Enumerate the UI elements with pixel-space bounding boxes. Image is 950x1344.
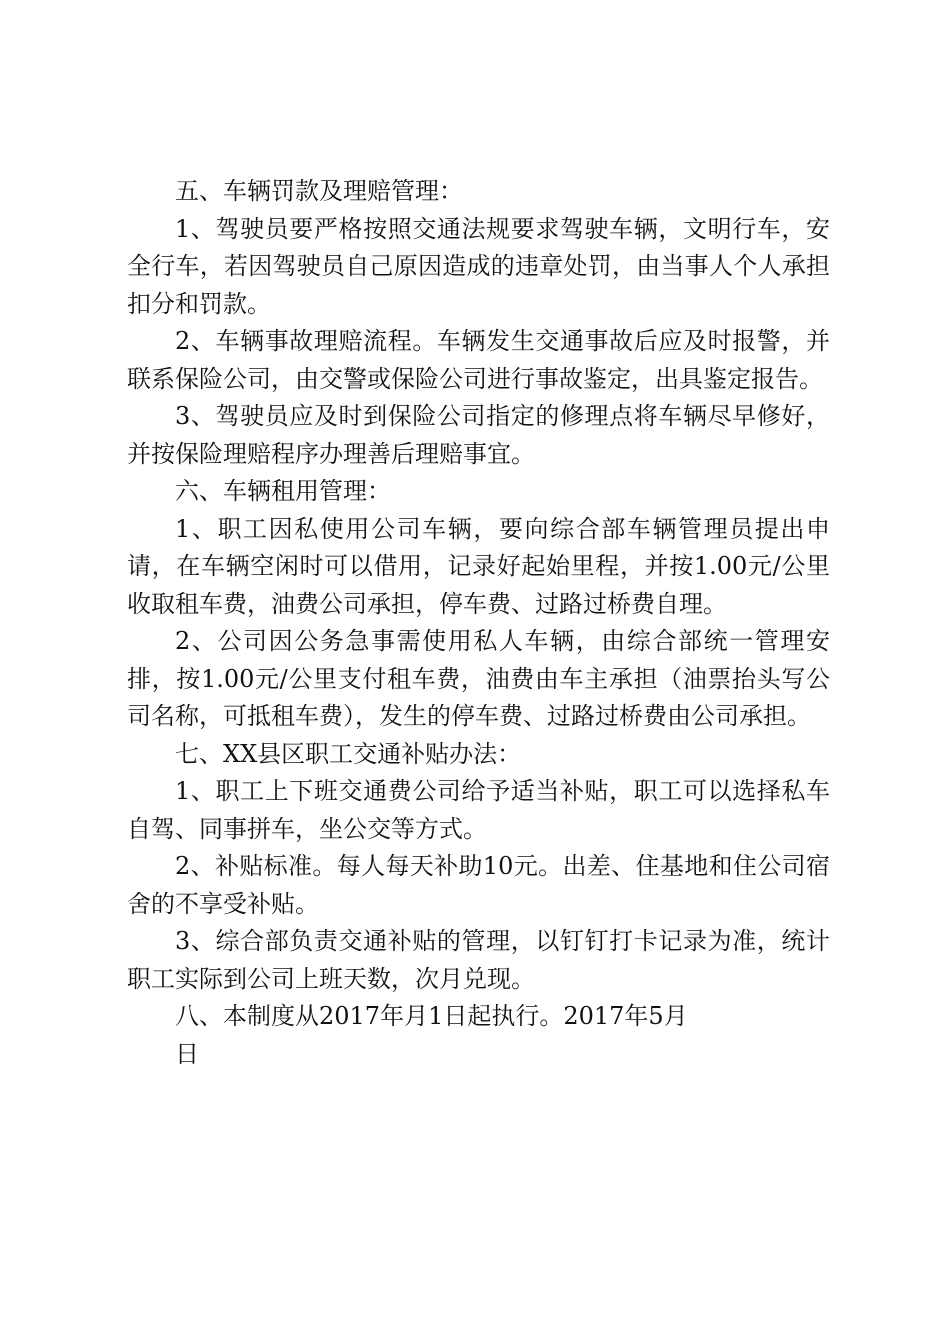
paragraph-7-2: 2、补贴标准。每人每天补助10元。出差、住基地和住公司宿舍的不享受补贴。	[127, 852, 830, 918]
section-heading-6: 六、车辆租用管理：	[175, 477, 391, 505]
document-body	[127, 173, 830, 1073]
date-line-day: 日	[175, 1039, 199, 1068]
paragraph-6-2: 2、公司因公务急事需使用私人车辆，由综合部统一管理安排，按1.00元/公里支付租车费，油费由车主承担（油票抬头写公司名称，可抵租车费），发生的停车费、过路过桥费由公司承担。	[127, 627, 830, 730]
paragraph-5-3: 3、驾驶员应及时到保险公司指定的修理点将车辆尽早修好，并按保险理赔程序办理善后理赔事宜。	[127, 402, 830, 468]
paragraph-7-1: 1、职工上下班交通费公司给予适当补贴，职工可以选择私车自驾、同事拼车，坐公交等方式。	[127, 777, 830, 843]
section-heading-8: 八、本制度从2017年月1日起执行。2017年5月	[175, 1002, 688, 1030]
section-heading-5: 五、车辆罚款及理赔管理：	[175, 177, 463, 205]
paragraph-6-1: 1、职工因私使用公司车辆，要向综合部车辆管理员提出申请，在车辆空闲时可以借用，记录好起始里程，并按1.00元/公里收取租车费，油费公司承担，停车费、过路过桥费自理。	[127, 514, 830, 618]
section-heading-7: 七、XX县区职工交通补贴办法：	[175, 739, 522, 768]
paragraph-5-1: 1、驾驶员要严格按照交通法规要求驾驶车辆，文明行车，安全行车，若因驾驶员自己原因造成的违章处罚，由当事人个人承担扣分和罚款。	[127, 214, 830, 318]
paragraph-7-3: 3、综合部负责交通补贴的管理，以钉钉打卡记录为准，统计职工实际到公司上班天数，次月兑现。	[127, 927, 830, 993]
paragraph-5-2: 2、车辆事故理赔流程。车辆发生交通事故后应及时报警，并联系保险公司，由交警或保险公司进行事故鉴定，出具鉴定报告。	[127, 327, 830, 393]
